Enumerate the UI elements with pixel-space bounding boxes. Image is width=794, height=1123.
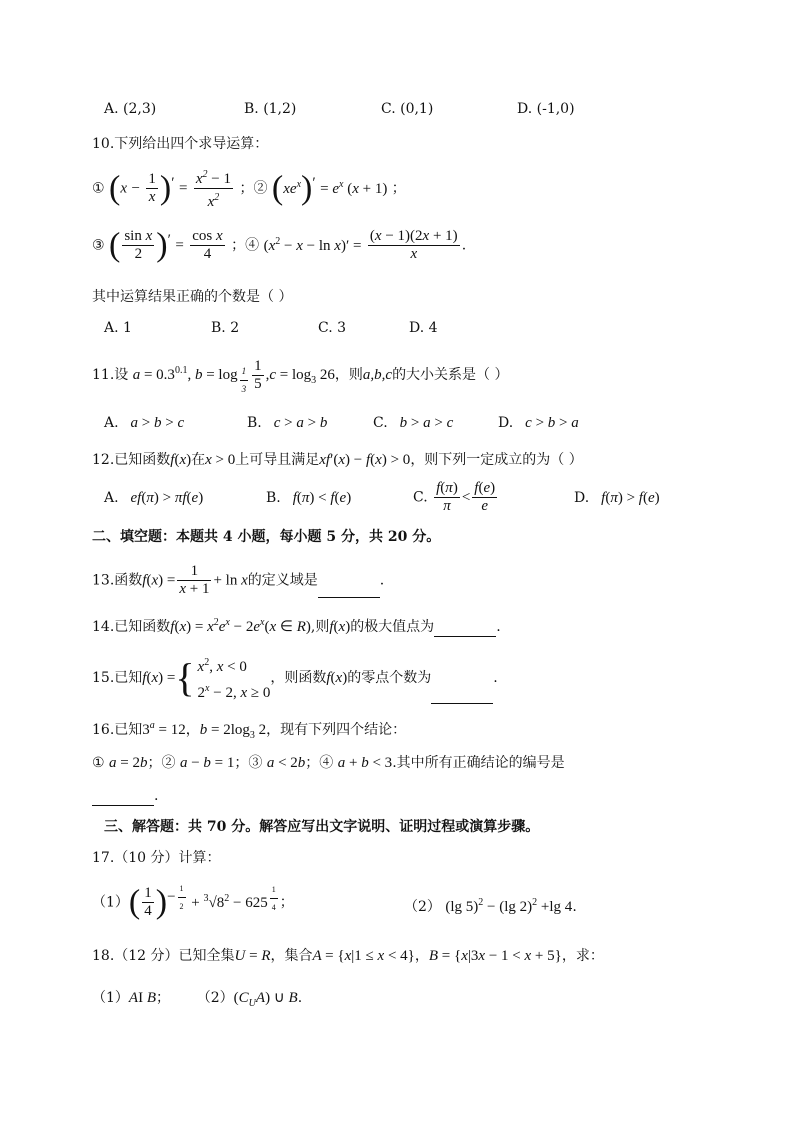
q10-intro: 10.下列给出四个求导运算： [92,136,269,152]
q10-line1: ① (x − $\frac{1}{x}$ )′ = $\frac{x^2 - 1}{x^2}$ ；② $(xe^x)' = e^x$ (x + 1) ； [92,166,406,206]
q9-option-b: B. (1,2) [244,101,297,117]
q17-head: 17.（10 分）计算： [92,850,221,866]
q11-option-c: C. b > a > c [373,415,454,431]
q18-line1: 18.（12 分）已知全集U = R，集合A = {x|1 ≤ x < 4}，B = {x|3x − 1 < x + 5}，求： [92,948,604,964]
q12-option-a: A. ef(π) > πf(e) [104,490,204,506]
q15-answer-blank[interactable] [431,689,493,704]
q10-tail: 其中运算结果正确的个数是（ ） [92,289,293,305]
q10-option-a: A. 1 [104,320,132,336]
q13-answer-blank[interactable] [318,583,380,598]
circle-1: ① [92,180,105,197]
q12-line: 12.已知函数f(x)在x > 0上可导且满足xf′(x) − f(x) > 0，则下列一定成立的为（ ） [92,452,583,468]
q13-line: 13.函数f(x) = $\frac{1}{x + 1}$ + ln x的定义域是 . [92,563,385,597]
section-3-heading: 三、解答题：共 70 分。解答应写出文字说明、证明过程或演算步骤。 [104,819,540,835]
q16-line3: . [92,786,158,806]
q11-option-b: B. c > a > b [247,415,328,431]
q15-line: 15.已知f(x) ={ $x^2$, x < 0 2$^x$ − 2, x ≥ 0 ，则函数f(x)的零点个数为 . [92,652,498,698]
q9-option-d: D. (-1,0) [517,101,575,117]
q17-part1: （1）( $\frac{1}{4}$ )$^{- \frac{1}{2}}$ + $^3√8^2 - 625$ $^{\frac{1}{4}}$ ； [92,880,432,924]
q12-option-b: B. f(π) < f(e) [266,490,352,506]
q11-option-a: A. a > b > c [104,415,185,431]
q16-line2: ① a = 2b；② a − b = 1；③ a < 2b；④ a + b < 3.其中所有正确结论的编号是 [92,755,565,771]
q11-option-d: D. c > b > a [498,415,579,431]
circle-2: ；② [239,180,268,197]
q16-line1: 16.已知3$^a$ = 12，$b = 2\log_3$ 2，现有下列四个结论： [92,720,407,741]
section-2-heading: 二、填空题：本题共 4 小题，每小题 5 分，共 20 分。 [92,529,441,545]
circle-3: ③ [92,237,105,254]
q16-answer-blank[interactable] [92,791,154,806]
q10-option-d: D. 4 [409,320,438,336]
q14-answer-blank[interactable] [434,622,496,637]
q17-part2: （2） (lg 5)$^2$ − (lg 2)$^2$ +lg 4. [404,897,577,915]
q14-line: 14.已知函数$f(x) = x^2e^x - 2e^x(x$ ∈ R),则f(x)的极大值点为 . [92,617,501,635]
q10-option-c: C. 3 [318,320,347,336]
q18-line2: （1）AI B； $(2)(C_UA)$ ∪ B. [92,990,303,1009]
q12-option-d: D. f(π) > f(e) [574,490,660,506]
q10-line2: ③ ( $\frac{\text{sin x}}{2}$ )′ = $\frac{\text{cos x}}{4}$ ；④ $(x^2 - x - \ln x)'$ = $\frac{(x - 1)(2x + 1)}{x}$ . [92,226,467,264]
q9-option-a: A. (2,3) [104,101,157,117]
q10-option-b: B. 2 [211,320,240,336]
q12-option-c: C. $\frac{f(\pi)}{\pi}$ < $\frac{f(e)}{e}$ [413,480,496,514]
circle-4: ；④ [231,237,260,254]
q11-line: 11.设 $a = 0.3^{0.1}$, b = log $_{\frac{1}{3}}$ $\frac{1}{5}$ $,c = \log_3 26$，则a,b,c的大小关系是（ ） [92,358,509,395]
q9-option-c: C. (0,1) [381,101,434,117]
